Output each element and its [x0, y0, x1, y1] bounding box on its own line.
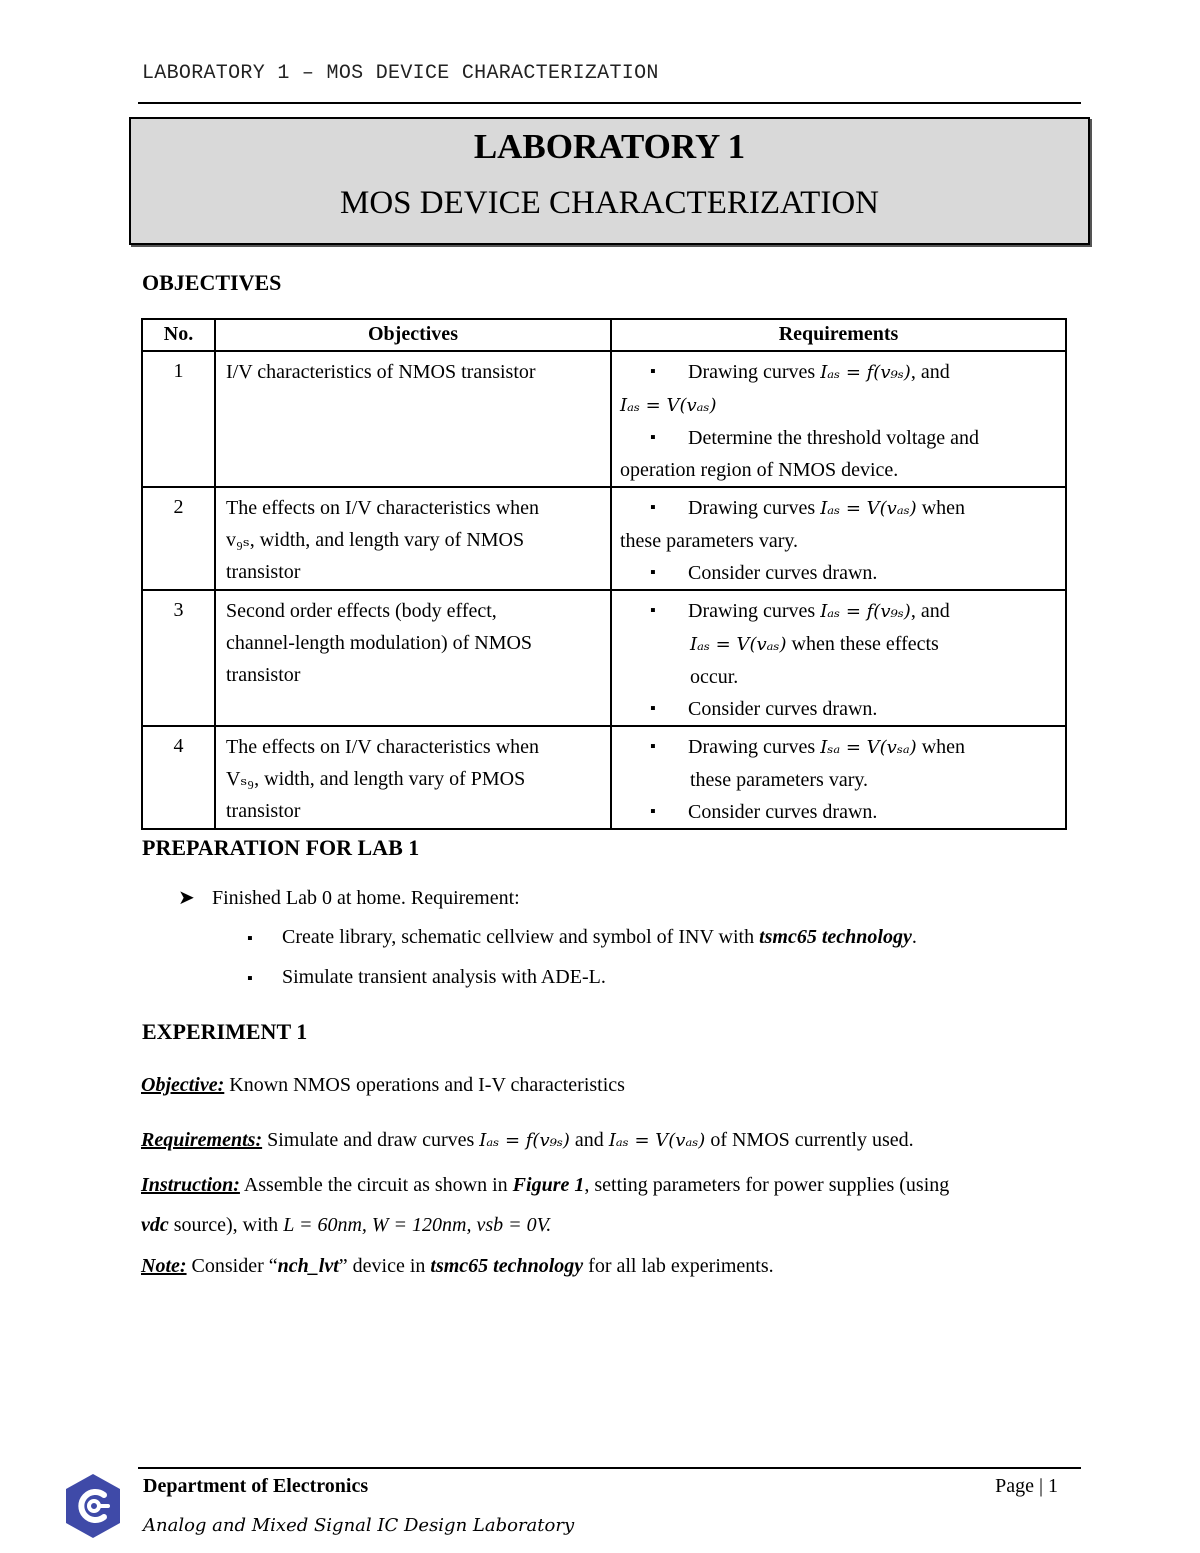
row-number: 2: [142, 487, 215, 590]
preparation-subitem: ▪ Simulate transient analysis with ADE-L.: [247, 966, 606, 988]
column-header-objectives: Objectives: [215, 319, 611, 351]
objective-line: Second order effects (body effect,: [226, 600, 497, 622]
table-row: [142, 487, 1066, 590]
objective-line: transistor: [226, 800, 301, 822]
requirement-bullet: ▪ Consider curves drawn.: [620, 693, 1059, 725]
row-requirements: [611, 487, 1066, 590]
requirement-continuation: these parameters vary.: [690, 769, 869, 791]
objective-line: I/V characteristics of NMOS transistor: [226, 361, 536, 383]
requirement-bullet: ▪ Drawing curves Iₐₛ = V(vₐₛ) when: [620, 492, 1059, 525]
objective-line: The effects on I/V characteristics when: [226, 736, 540, 758]
requirement-bullet: ▪ Drawing curves Iₛₐ = V(vₛₐ) when: [620, 731, 1059, 764]
row-objective: [215, 590, 611, 726]
table-row: [142, 726, 1066, 829]
requirement-continuation: occur.: [690, 666, 739, 688]
experiment-requirements: Requirements: Simulate and draw curves Iₐₛ = f(v₉ₛ) and Iₐₛ = V(vₐₛ) of NMOS currently used.: [141, 1129, 914, 1151]
square-bullet-icon: ▪: [247, 930, 253, 947]
footer-rule: [138, 1467, 1081, 1469]
row-objective: [215, 487, 611, 590]
row-requirements: [611, 590, 1066, 726]
department-logo-icon: [64, 1473, 122, 1539]
requirement-continuation: Iₐₛ = V(vₐₛ): [620, 395, 717, 416]
row-requirements: [611, 351, 1066, 487]
preparation-item: ➤ Finished Lab 0 at home. Requirement:: [178, 887, 520, 909]
objective-line: The effects on I/V characteristics when: [226, 497, 540, 519]
footer-department: Department of Electronics: [143, 1475, 369, 1497]
objective-line: v₉ₛ, width, and length vary of NMOS: [226, 529, 525, 551]
experiment-instruction: Instruction: Assemble the circuit as shown in Figure 1, setting parameters for power supplies (using: [141, 1174, 950, 1196]
lab-subtitle: MOS DEVICE CHARACTERIZATION: [340, 185, 879, 221]
row-number: 3: [142, 590, 215, 726]
preparation-heading: PREPARATION FOR LAB 1: [142, 835, 420, 860]
objectives-table: [141, 318, 1067, 830]
row-number: 4: [142, 726, 215, 829]
lab-title: LABORATORY 1: [473, 127, 746, 166]
requirement-continuation: these parameters vary.: [620, 530, 799, 552]
objective-line: transistor: [226, 561, 301, 583]
requirement-continuation: operation region of NMOS device.: [620, 459, 899, 481]
table-row: [142, 351, 1066, 487]
header-rule: [138, 102, 1081, 104]
preparation-subitem: ▪ Create library, schematic cellview and symbol of INV with tsmc65 technology.: [247, 926, 917, 948]
objective-line: channel-length modulation) of NMOS: [226, 632, 533, 654]
column-header-requirements: Requirements: [611, 319, 1066, 351]
title-box: [129, 117, 1090, 245]
requirement-bullet: ▪ Determine the threshold voltage and: [620, 422, 1059, 454]
row-requirements: [611, 726, 1066, 829]
experiment-objective: Objective: Known NMOS operations and I-V characteristics: [141, 1074, 625, 1096]
arrow-bullet-icon: ➤: [178, 887, 195, 909]
objective-line: Vₛ₉, width, and length vary of PMOS: [226, 768, 526, 790]
requirement-bullet: ▪ Drawing curves Iₐₛ = f(v₉ₛ), and: [620, 595, 1059, 628]
experiment-note: Note: Consider “nch_lvt” device in tsmc65 technology for all lab experiments.: [141, 1255, 774, 1277]
objective-line: transistor: [226, 664, 301, 686]
requirement-bullet: ▪ Drawing curves Iₐₛ = f(v₉ₛ), and: [620, 356, 1059, 389]
requirement-continuation: Iₐₛ = V(vₐₛ) when these effects: [690, 633, 939, 655]
column-header-no: No.: [142, 319, 215, 351]
row-objective: [215, 351, 611, 487]
requirement-bullet: ▪ Consider curves drawn.: [620, 557, 1059, 589]
row-objective: [215, 726, 611, 829]
experiment-instruction-continued: vdc source), with L = 60nm, W = 120nm, vsb = 0V.: [141, 1214, 552, 1236]
objectives-heading: OBJECTIVES: [142, 270, 282, 295]
experiment-heading: EXPERIMENT 1: [142, 1019, 308, 1044]
table-header-row: [142, 319, 1066, 351]
running-header: LABORATORY 1 – MOS DEVICE CHARACTERIZATION: [142, 62, 659, 85]
row-number: 1: [142, 351, 215, 487]
table-row: [142, 590, 1066, 726]
footer-page-number: Page | 1: [995, 1475, 1058, 1497]
requirement-bullet: ▪ Consider curves drawn.: [620, 796, 1059, 828]
square-bullet-icon: ▪: [247, 970, 253, 987]
footer-lab-name: Analog and Mixed Signal IC Design Laboratory: [143, 1515, 575, 1536]
